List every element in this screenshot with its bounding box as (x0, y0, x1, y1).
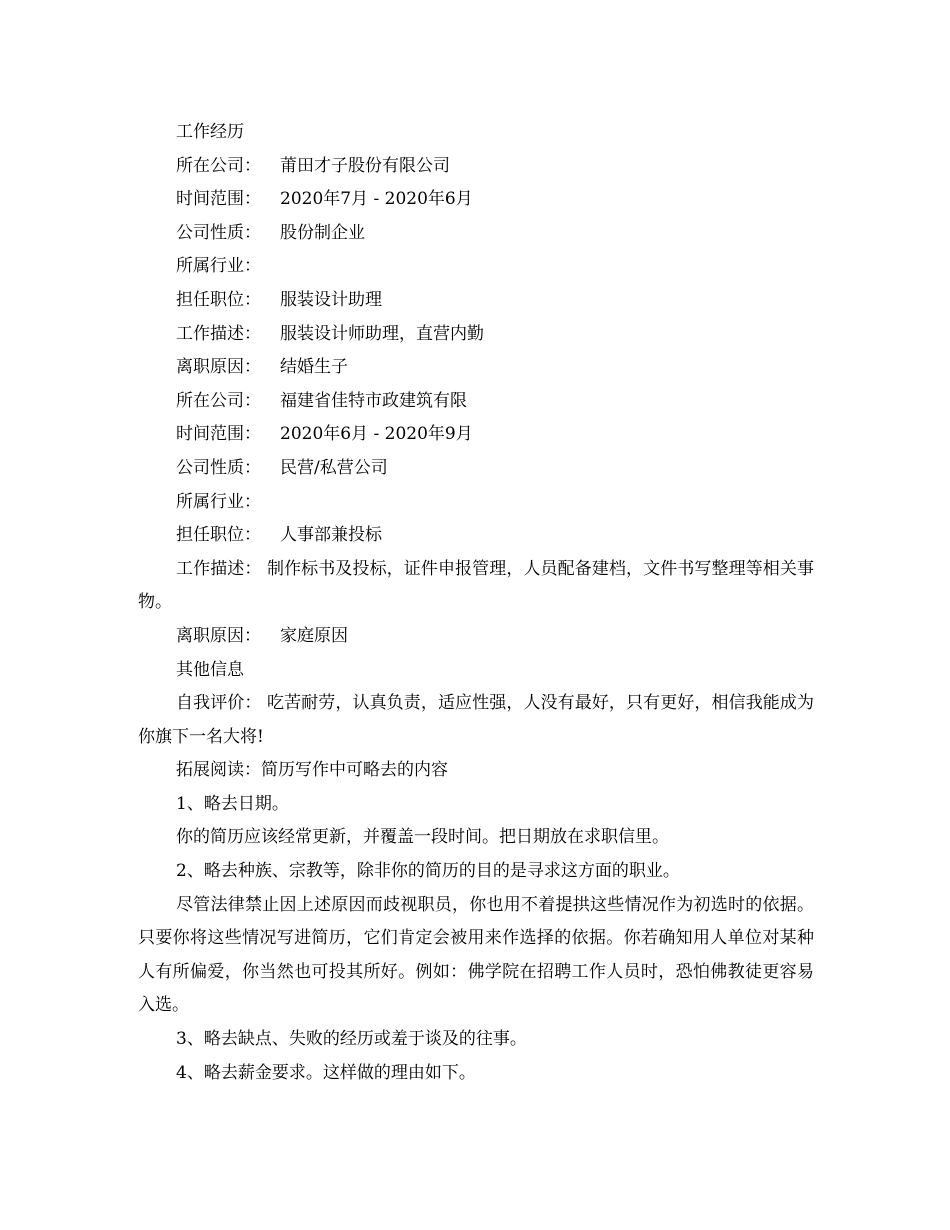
extended-item-2: 你的简历应该经常更新，并覆盖一段时间。把日期放在求职信里。 (176, 827, 669, 848)
job2-position-label: 担任职位： (176, 525, 261, 546)
job1-desc-row (138, 318, 814, 352)
job1-leave-value: 结婚生子 (280, 357, 348, 378)
extended-item-5: 3、略去缺点、失败的经历或羞于谈及的往事。 (176, 1029, 527, 1050)
job1-period-label: 时间范围： (176, 189, 261, 210)
extended-item-4: 尽管法律禁止因上述原因而歧视职员，你也用不着提拱这些情况作为初选时的依据。只要你将这些情况写进简历，它们肯定会被用来作选择的依据。你若确知用人单位对某种人有所偏爱，你当然也可投其所好。例如：佛学院在招聘工作人员时，恐怕佛教徒更容易入选。 (138, 894, 814, 1016)
job1-company-value: 莆田才子股份有限公司 (280, 155, 450, 176)
job2-industry-row (138, 486, 814, 520)
job2-industry-label: 所属行业： (176, 491, 261, 512)
job1-company-row (138, 150, 814, 184)
job1-industry-row (138, 250, 814, 284)
job1-nature-label: 公司性质： (176, 222, 261, 243)
job2-nature-label: 公司性质： (176, 457, 261, 478)
job2-nature-value: 民营/私营公司 (280, 457, 388, 478)
job2-company-value: 福建省佳特市政建筑有限 (280, 390, 467, 411)
job2-period-value: 2020年6月 - 2020年9月 (280, 424, 473, 445)
job1-industry-label: 所属行业： (176, 256, 261, 277)
job1-period-row (138, 183, 814, 217)
other-heading: 其他信息 (176, 659, 244, 680)
job1-nature-value: 股份制企业 (280, 222, 365, 243)
job1-period-value: 2020年7月 - 2020年6月 (280, 189, 473, 210)
job2-nature-row (138, 452, 814, 486)
job2-position-value: 人事部兼投标 (280, 525, 382, 546)
job1-position-label: 担任职位： (176, 289, 261, 310)
job1-desc-value: 服装设计师助理，直营内勤 (280, 323, 484, 344)
job2-company-label: 所在公司： (176, 390, 261, 411)
job1-position-row (138, 284, 814, 318)
job1-position-value: 服装设计助理 (280, 289, 382, 310)
extended-reading-title: 拓展阅读：简历写作中可略去的内容 (176, 760, 448, 781)
extended-item-3: 2、略去种族、宗教等，除非你的简历的目的是寻求这方面的职业。 (176, 861, 680, 882)
job1-desc-label: 工作描述： (176, 323, 261, 344)
job2-period-row (138, 418, 814, 452)
extended-item-1: 1、略去日期。 (176, 793, 289, 814)
job1-leave-row (138, 351, 814, 385)
self-evaluation-paragraph: 自我评价： 吃苦耐劳，认真负责，适应性强，人没有最好，只有更好，相信我能成为你旗下一名大将! (138, 693, 814, 747)
job1-leave-label: 离职原因： (176, 357, 261, 378)
job2-leave-row (138, 620, 814, 654)
job2-company-row (138, 385, 814, 419)
job1-nature-row (138, 217, 814, 251)
job2-period-label: 时间范围： (176, 424, 261, 445)
work-heading: 工作经历 (176, 122, 244, 142)
job2-position-row (138, 519, 814, 553)
job1-company-label: 所在公司： (176, 155, 261, 176)
job2-leave-value: 家庭原因 (280, 625, 348, 646)
document-body (138, 116, 814, 1090)
job2-leave-label: 离职原因： (176, 625, 261, 646)
extended-item-6: 4、略去薪金要求。这样做的理由如下。 (176, 1062, 476, 1083)
job2-desc-paragraph: 工作描述： 制作标书及投标，证件申报管理，人员配备建档，文件书写整理等相关事物。 (138, 558, 814, 613)
